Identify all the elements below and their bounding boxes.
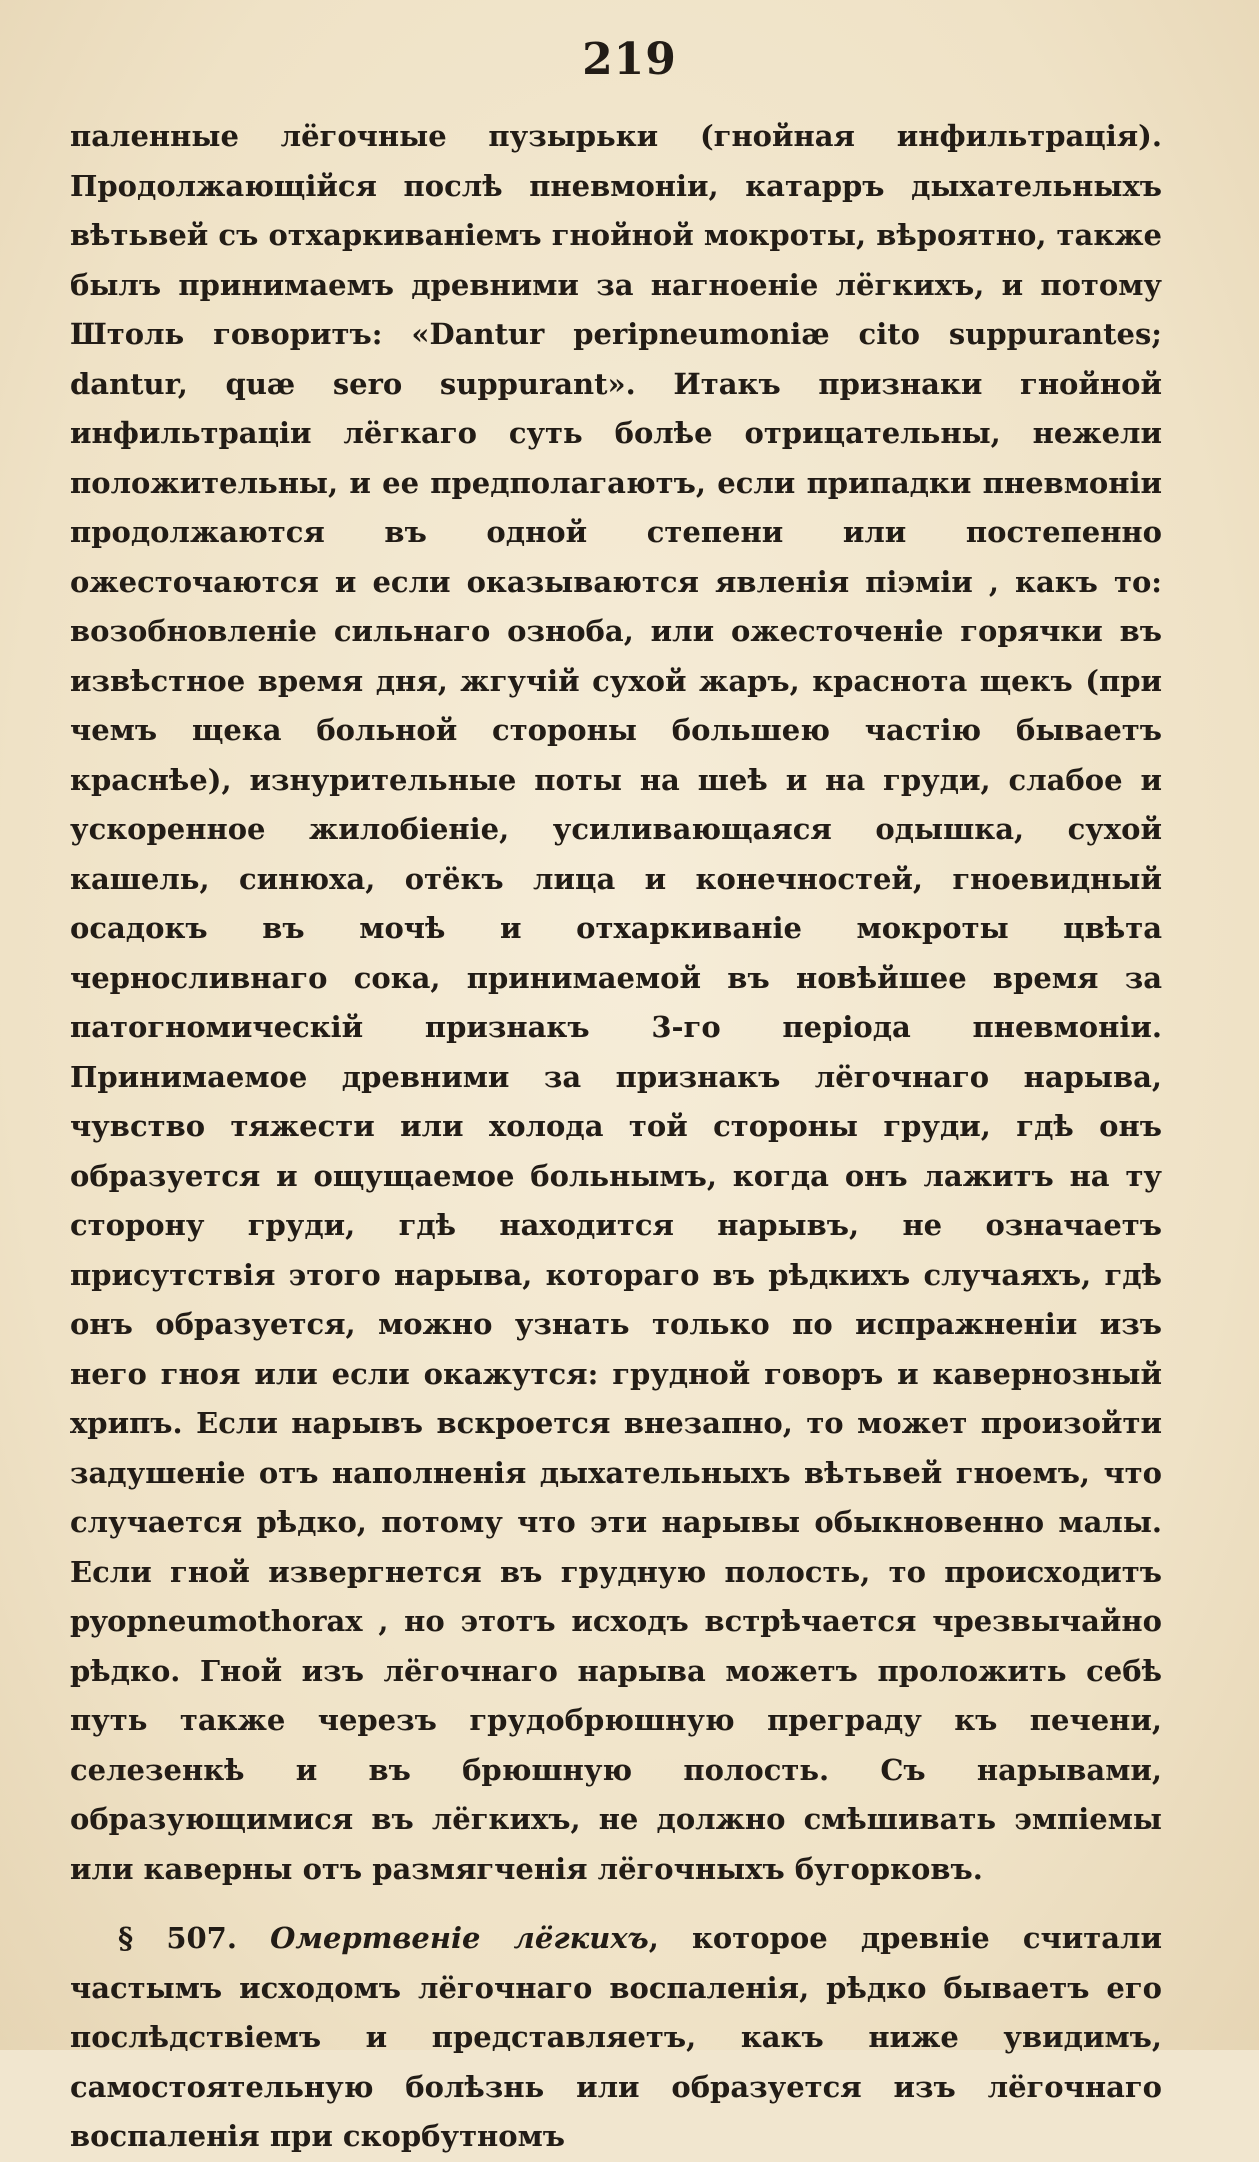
page-number: 219 <box>582 34 677 85</box>
body-text <box>70 112 1162 2162</box>
paragraph-section-507 <box>70 1914 1162 2162</box>
paragraph-continuation: паленные лёгочные пузырьки (гнойная инфильтрація). Продолжающійся послѣ пневмоніи, катарръ дыхательныхъ вѣтьвей съ отхаркиваніемъ гнойной мокроты, вѣроятно, также былъ принимаемъ древними за нагноеніе лёгкихъ, и потому Штоль говоритъ: «Dantur peripneumoniæ cito suppurantes; dantur, quæ sero suppurant». Итакъ признаки гнойной инфильтраціи лёгкаго суть болѣе отрицательны, нежели положительны, и ее предполагаютъ, если припадки пневмоніи продолжаются въ одной степени или постепенно ожесточаются и если оказываются явленія піэміи , какъ то: возобновленіе сильнаго озноба, или ожесточеніе горячки въ извѣстное время дня, жгучій сухой жаръ, краснота щекъ (при чемъ щека больной стороны большею частію бываетъ краснѣе), изнурительные поты на шеѣ и на груди, слабое и ускоренное жилобіеніе, усиливающаяся одышка, сухой кашель, синюха, отёкъ лица и конечностей, гноевидный осадокъ въ мочѣ и отхаркиваніе мокроты цвѣта черносливнаго сока, принимаемой въ новѣйшее время за патогномическій признакъ 3-го періода пневмоніи. Принимаемое древними за признакъ лёгочнаго нарыва, чувство тяжести или холода той стороны груди, гдѣ онъ образуется и ощущаемое больнымъ, когда онъ лажитъ на ту сторону груди, гдѣ находится нарывъ, не означаетъ присутствія этого нарыва, котораго въ рѣдкихъ случаяхъ, гдѣ онъ образуется, можно узнать только по испражненіи изъ него гноя или если окажутся: грудной говоръ и кавернозный хрипъ. Если нарывъ вскроется внезапно, то может произойти задушеніе отъ наполненія дыхательныхъ вѣтьвей гноемъ, что случается рѣдко, потому что эти нарывы обыкновенно малы. Если гной извергнется въ грудную полость, то происходитъ pyopneumothorax , но этотъ исходъ встрѣчается чрезвычайно рѣдко. Гной изъ лёгочнаго нарыва можетъ проложить себѣ путь также черезъ грудобрюшную преграду къ печени, селезенкѣ и въ брюшную полость. Съ нарывами, образующимися въ лёгкихъ, не должно смѣшивать эмпіемы или каверны отъ размягченія лёгочныхъ бугорковъ. <box>70 119 1162 1886</box>
section-term: Омертвеніе лёгкихъ <box>270 1921 649 1955</box>
section-text: , которое древніе считали частымъ исходомъ лёгочнаго воспаленія, рѣдко бываетъ его послѣдствіемъ и представляетъ, какъ ниже увидимъ, самостоятельную болѣзнь или образуется изъ лёгочнаго воспаленія при скорбутномъ <box>70 1921 1162 2153</box>
section-number: § 507. <box>118 1921 237 1955</box>
